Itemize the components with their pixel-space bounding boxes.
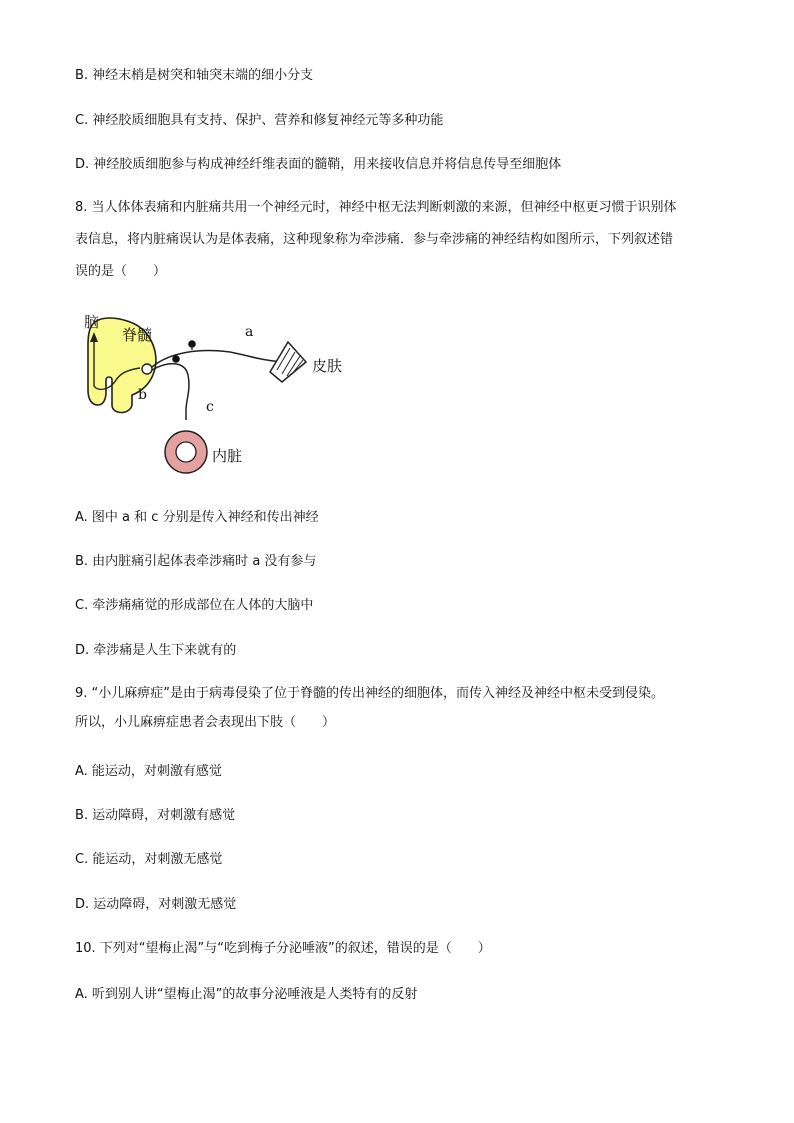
q8-stem-line: 误的是（ ） — [75, 264, 167, 279]
nerve-c — [152, 364, 189, 420]
skin-receptor — [270, 342, 306, 382]
q7-option-c: C. 神经胶质细胞具有支持、保护、营养和修复神经元等多种功能 — [75, 113, 444, 128]
q9-stem-line: 9. “小儿麻痹症”是由于病毒侵染了位于脊髓的传出神经的细胞体，而传入神经及神经中枢未受到侵染。 — [75, 686, 665, 701]
q9-option-b: B. 运动障碍，对刺激有感觉 — [75, 808, 236, 823]
q10-option-a: A. 听到别人讲“望梅止渴”的故事分泌唾液是人类特有的反射 — [75, 987, 418, 1002]
q9-stem — [75, 684, 725, 742]
viscera-center — [176, 442, 196, 462]
interneuron-b — [142, 364, 152, 374]
q9-option-a: A. 能运动，对刺激有感觉 — [75, 764, 222, 779]
q9-stem-line: 所以，小儿麻痹症患者会表现出下肢（ ） — [75, 715, 336, 730]
q8-option-b: B. 由内脏痛引起体表牵涉痛时 a 没有参与 — [75, 554, 317, 569]
nerve-a — [152, 351, 282, 367]
q8-stem — [75, 198, 725, 294]
label-skin: 皮肤 — [312, 357, 343, 375]
label-b: b — [138, 387, 147, 403]
ganglion-dot-2 — [172, 355, 180, 363]
q10-stem: 10. 下列对“望梅止渴”与“吃到梅子分泌唾液”的叙述，错误的是（ ） — [75, 941, 491, 956]
q8-stem-line: 8. 当人体体表痛和内脏痛共用一个神经元时，神经中枢无法判断刺激的来源，但神经中枢更习惯于识别体 — [75, 200, 677, 215]
label-c: c — [206, 399, 214, 415]
q8-option-d: D. 牵涉痛是人生下来就有的 — [75, 643, 237, 658]
label-a: a — [245, 324, 254, 340]
nerve-diagram — [70, 300, 370, 480]
q9-option-d: D. 运动障碍，对刺激无感觉 — [75, 897, 237, 912]
q8-option-a: A. 图中 a 和 c 分别是传入神经和传出神经 — [75, 510, 319, 525]
q8-stem-line: 表信息，将内脏痛误认为是体表痛，这种现象称为牵涉痛．参与牵涉痛的神经结构如图所示，下列叙述错 — [75, 232, 674, 247]
label-viscera: 内脏 — [212, 447, 243, 465]
q7-option-d: D. 神经胶质细胞参与构成神经纤维表面的髓鞘，用来接收信息并将信息传导至细胞体 — [75, 157, 562, 172]
label-brain: 脑 — [84, 313, 100, 331]
q7-option-b: B. 神经末梢是树突和轴突末端的细小分支 — [75, 68, 314, 83]
q8-option-c: C. 牵涉痛痛觉的形成部位在人体的大脑中 — [75, 598, 314, 613]
label-spinal-cord: 脊髓 — [122, 326, 153, 344]
q9-option-c: C. 能运动，对刺激无感觉 — [75, 852, 223, 867]
